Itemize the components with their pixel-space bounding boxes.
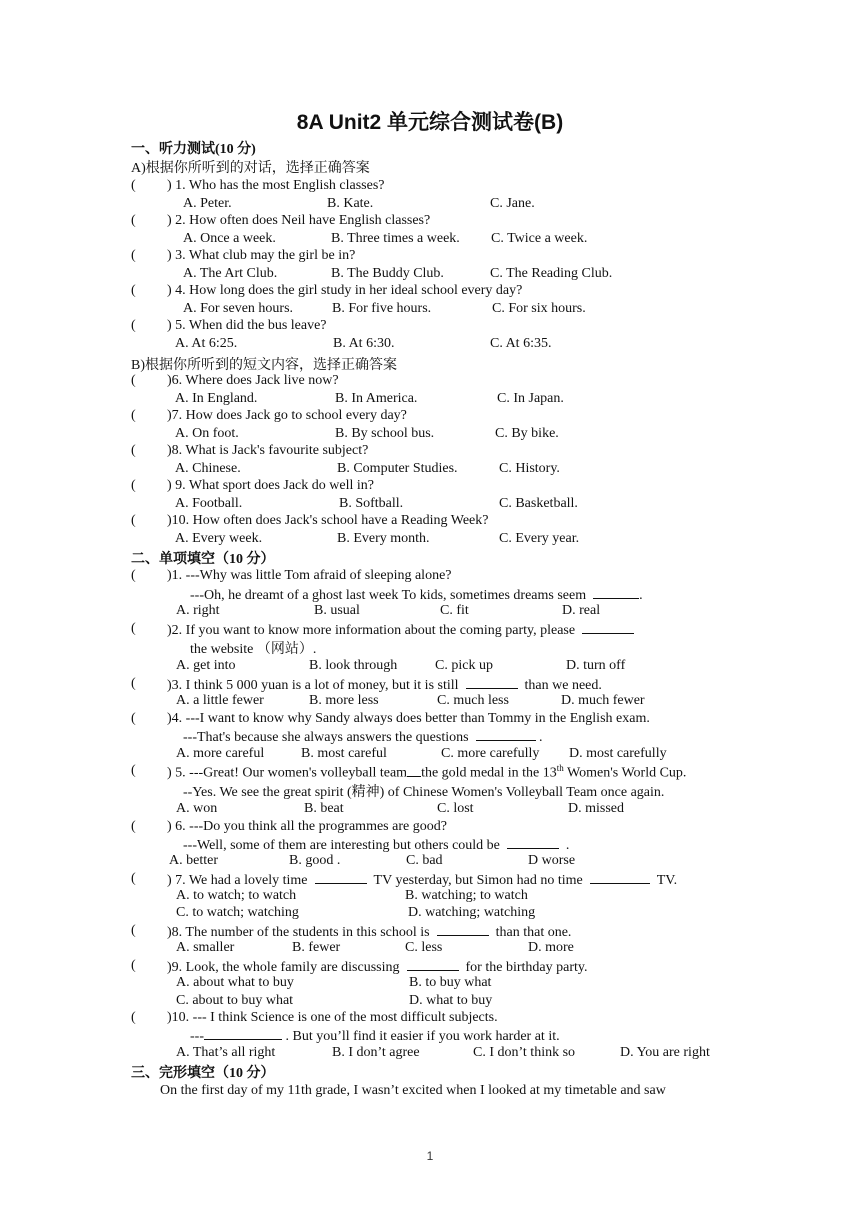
option-a: A. The Art Club.: [183, 266, 278, 281]
answer-paren: (: [131, 568, 136, 583]
option-b: B. fewer: [292, 940, 341, 955]
question-text: ) 2. How often does Neil have English classes?: [167, 213, 431, 228]
answer-paren: (: [131, 478, 136, 493]
option-c: C. Jane.: [490, 196, 535, 211]
question-text: ) 4. How long does the girl study in her ideal school every day?: [167, 283, 523, 298]
option-b: B. look through: [309, 658, 398, 673]
section-heading-listening: 一、听力测试(10 分): [131, 142, 256, 157]
answer-paren: (: [131, 283, 136, 298]
option-a: A. to watch; to watch: [176, 888, 297, 903]
option-b: B. to buy what: [409, 975, 492, 990]
answer-paren: (: [131, 621, 136, 636]
option-b: B. usual: [314, 603, 360, 618]
answer-paren: (: [131, 443, 136, 458]
option-b: B. In America.: [335, 391, 418, 406]
option-d: D. what to buy: [409, 993, 493, 1008]
option-b: B. Kate.: [327, 196, 374, 211]
option-c: C. Basketball.: [499, 496, 578, 511]
answer-blank: [407, 958, 459, 971]
option-b: B. watching; to watch: [405, 888, 528, 903]
option-c: C. History.: [499, 461, 560, 476]
question-continuation: --Yes. We see the great spirit (精神) of Chinese Women's Volleyball Team once again.: [183, 785, 665, 800]
option-b: B. beat: [304, 801, 344, 816]
question-continuation: ---Oh, he dreamt of a ghost last week To kids, sometimes dreams seem .: [190, 588, 643, 603]
option-a: A. about what to buy: [176, 975, 294, 990]
question-continuation: the website （网站）.: [190, 642, 317, 657]
page-title: 8A Unit2 单元综合测试卷(B): [296, 111, 564, 134]
question-text: )8. What is Jack's favourite subject?: [167, 443, 369, 458]
option-d: D. watching; watching: [408, 905, 536, 920]
section-heading-single-choice: 二、单项填空（10 分）: [131, 552, 275, 567]
question-text: )10. --- I think Science is one of the most difficult subjects.: [167, 1010, 498, 1025]
option-a: A. Peter.: [183, 196, 232, 211]
option-a: A. On foot.: [175, 426, 239, 441]
answer-blank: [315, 871, 367, 884]
question-text: )9. Look, the whole family are discussing for the birthday party.: [167, 960, 588, 975]
question-continuation: --- . But you’ll find it easier if you work harder at it.: [190, 1029, 560, 1044]
option-a: A. Football.: [175, 496, 243, 511]
answer-paren: (: [131, 248, 136, 263]
option-b: B. For five hours.: [332, 301, 432, 316]
answer-blank: [476, 728, 536, 741]
option-c: C. more carefully: [441, 746, 540, 761]
question-text: )8. The number of the students in this school is than that one.: [167, 925, 572, 940]
question-continuation: ---That's because she always answers the questions .: [183, 730, 543, 745]
option-a: A. more careful: [176, 746, 265, 761]
section-heading-cloze: 三、完形填空（10 分）: [131, 1066, 275, 1081]
option-b: B. At 6:30.: [333, 336, 395, 351]
question-text: ) 7. We had a lovely time TV yesterday, but Simon had no time TV.: [167, 873, 678, 888]
option-c: C. For six hours.: [492, 301, 586, 316]
option-c: C. bad: [406, 853, 443, 868]
option-a: A. Chinese.: [175, 461, 241, 476]
option-c: C. lost: [437, 801, 474, 816]
answer-paren: (: [131, 711, 136, 726]
answer-paren: (: [131, 513, 136, 528]
option-a: A. Every week.: [175, 531, 263, 546]
answer-paren: (: [131, 819, 136, 834]
answer-blank: [507, 836, 559, 849]
answer-blank: [407, 764, 421, 777]
option-a: A. Once a week.: [183, 231, 276, 246]
option-c: C. pick up: [435, 658, 493, 673]
option-a: A. smaller: [176, 940, 235, 955]
answer-blank: [204, 1027, 282, 1040]
option-c: C. to watch; watching: [176, 905, 299, 920]
answer-paren: (: [131, 408, 136, 423]
option-a: A. won: [176, 801, 218, 816]
answer-paren: (: [131, 923, 136, 938]
question-text: ) 1. Who has the most English classes?: [167, 178, 385, 193]
option-a: A. That’s all right: [176, 1045, 276, 1060]
option-b: B. more less: [309, 693, 379, 708]
option-a: A. For seven hours.: [183, 301, 294, 316]
answer-paren: (: [131, 373, 136, 388]
option-a: A. better: [169, 853, 218, 868]
answer-paren: (: [131, 318, 136, 333]
cloze-paragraph: On the first day of my 11th grade, I wasn’t excited when I looked at my timetable and saw: [160, 1083, 666, 1098]
answer-paren: (: [131, 178, 136, 193]
option-b: B. good .: [289, 853, 341, 868]
option-d: D. most carefully: [569, 746, 667, 761]
question-text: )3. I think 5 000 yuan is a lot of money, but it is still than we need.: [167, 678, 602, 693]
option-b: B. I don’t agree: [332, 1045, 420, 1060]
question-text: ) 9. What sport does Jack do well in?: [167, 478, 374, 493]
option-c: C. fit: [440, 603, 469, 618]
question-text: )4. ---I want to know why Sandy always does better than Tommy in the English exam.: [167, 711, 650, 726]
question-continuation: ---Well, some of them are interesting but others could be .: [183, 838, 570, 853]
question-text: )2. If you want to know more information about the coming party, please: [167, 621, 634, 639]
option-c: C. much less: [437, 693, 509, 708]
option-c: C. less: [405, 940, 443, 955]
page-number: 1: [426, 1149, 434, 1163]
answer-blank: [437, 923, 489, 936]
option-c: C. Every year.: [499, 531, 580, 546]
option-a: A. get into: [176, 658, 236, 673]
option-d: D. much fewer: [561, 693, 645, 708]
question-text: )10. How often does Jack's school have a Reading Week?: [167, 513, 489, 528]
answer-paren: (: [131, 676, 136, 691]
answer-paren: (: [131, 871, 136, 886]
option-b: B. Three times a week.: [331, 231, 460, 246]
question-text: ) 6. ---Do you think all the programmes are good?: [167, 819, 447, 834]
option-b: B. By school bus.: [335, 426, 435, 441]
option-a: A. right: [176, 603, 220, 618]
answer-blank: [582, 621, 634, 634]
option-c: C. By bike.: [495, 426, 559, 441]
option-c: C. At 6:35.: [490, 336, 552, 351]
part-a-instruction: A)根据你所听到的对话，选择正确答案: [131, 161, 370, 176]
option-d: D. more: [528, 940, 574, 955]
answer-blank: [466, 676, 518, 689]
answer-blank: [593, 586, 639, 599]
part-b-instruction: B)根据你所听到的短文内容，选择正确答案: [131, 358, 397, 373]
option-a: A. a little fewer: [176, 693, 264, 708]
option-b: B. Every month.: [337, 531, 430, 546]
option-c: C. The Reading Club.: [490, 266, 613, 281]
option-a: A. At 6:25.: [175, 336, 238, 351]
option-d: D. real: [562, 603, 601, 618]
answer-paren: (: [131, 958, 136, 973]
answer-paren: (: [131, 213, 136, 228]
option-d: D. You are right: [620, 1045, 710, 1060]
answer-blank: [590, 871, 650, 884]
question-text: ) 3. What club may the girl be in?: [167, 248, 356, 263]
question-text: )7. How does Jack go to school every day?: [167, 408, 407, 423]
option-c: C. about to buy what: [176, 993, 294, 1008]
option-d: D. missed: [568, 801, 624, 816]
option-b: B. Softball.: [339, 496, 404, 511]
option-d: D worse: [528, 853, 576, 868]
option-d: D. turn off: [566, 658, 626, 673]
question-text: )1. ---Why was little Tom afraid of sleeping alone?: [167, 568, 452, 583]
answer-paren: (: [131, 1010, 136, 1025]
option-c: C. I don’t think so: [473, 1045, 576, 1060]
option-c: C. Twice a week.: [491, 231, 588, 246]
question-text: ) 5. When did the bus leave?: [167, 318, 327, 333]
question-text: )6. Where does Jack live now?: [167, 373, 339, 388]
option-a: A. In England.: [175, 391, 258, 406]
option-b: B. most careful: [301, 746, 387, 761]
option-b: B. Computer Studies.: [337, 461, 458, 476]
answer-paren: (: [131, 763, 136, 778]
option-b: B. The Buddy Club.: [331, 266, 444, 281]
question-text: ) 5. ---Great! Our women's volleyball team the gold medal in the 13th Women's World Cup.: [167, 763, 687, 781]
option-c: C. In Japan.: [497, 391, 564, 406]
